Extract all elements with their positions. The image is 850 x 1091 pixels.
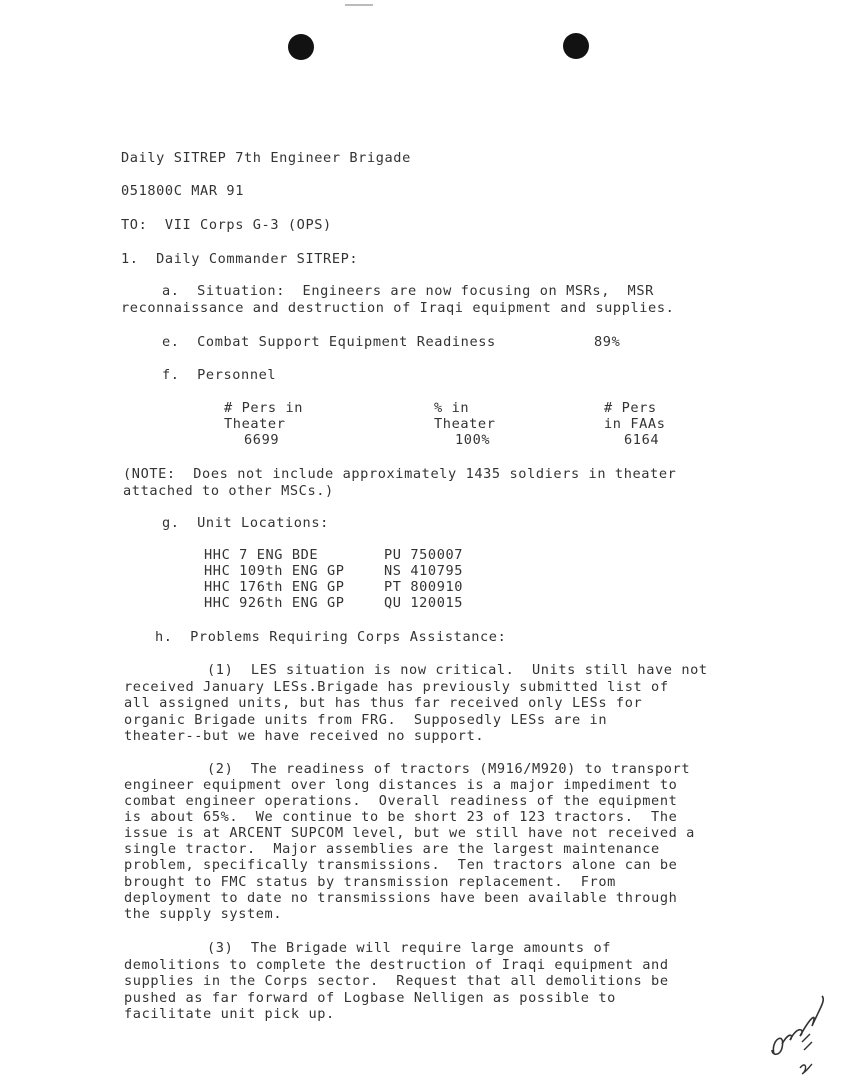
problem-2-line: problem, specifically transmissions. Ten tractors alone can be xyxy=(124,857,678,873)
top-smudge xyxy=(345,4,373,6)
situation-line: a. Situation: Engineers are now focusing on MSRs, MSR xyxy=(162,283,654,299)
problem-2-line: brought to FMC status by transmission replacement. From xyxy=(124,874,616,890)
problem-2-line: is about 65%. We continue to be short 23 of 123 tractors. The xyxy=(124,809,678,825)
problem-2-line: combat engineer operations. Overall readiness of the equipment xyxy=(124,793,678,809)
problem-3-line: supplies in the Corps sector. Request that all demolitions be xyxy=(124,973,669,989)
location-grid: NS 410795 xyxy=(384,563,464,579)
problem-2-line: issue is at ARCENT SUPCOM level, but we still have not received a xyxy=(124,825,695,841)
location-unit: HHC 7 ENG BDE xyxy=(204,547,319,563)
personnel-value: 6164 xyxy=(624,432,660,448)
personnel-col-header: Theater xyxy=(434,416,496,432)
document-title: Daily SITREP 7th Engineer Brigade xyxy=(121,150,411,166)
problem-1-line: theater--but we have received no support. xyxy=(124,728,485,744)
personnel-label: f. Personnel xyxy=(162,367,277,383)
problem-3-line: pushed as far forward of Logbase Nelligen as possible to xyxy=(124,990,616,1006)
location-unit: HHC 109th ENG GP xyxy=(204,563,345,579)
problem-2-line: the supply system. xyxy=(124,906,283,922)
location-grid: QU 120015 xyxy=(384,595,464,611)
problem-2-line: single tractor. Major assemblies are the largest maintenance xyxy=(124,841,660,857)
problems-label: h. Problems Requiring Corps Assistance: xyxy=(155,629,507,645)
punch-hole-right xyxy=(563,33,589,59)
readiness-label: e. Combat Support Equipment Readiness xyxy=(162,334,496,350)
problem-2-line: deployment to date no transmissions have been available through xyxy=(124,890,678,906)
personnel-value: 6699 xyxy=(244,432,280,448)
problem-2-line: (2) The readiness of tractors (M916/M920) to transport xyxy=(207,761,691,777)
personnel-col-header: % in xyxy=(434,400,470,416)
personnel-col-header: # Pers in xyxy=(224,400,304,416)
personnel-note-line: (NOTE: Does not include approximately 1435 soldiers in theater xyxy=(123,466,677,482)
problem-3-line: (3) The Brigade will require large amounts of xyxy=(207,940,612,956)
problem-1-line: (1) LES situation is now critical. Units still have not xyxy=(207,662,708,678)
personnel-note-line: attached to other MSCs.) xyxy=(123,483,334,499)
personnel-col-header: # Pers xyxy=(604,400,657,416)
situation-line: reconnaissance and destruction of Iraqi equipment and supplies. xyxy=(121,300,675,316)
personnel-col-header: in FAAs xyxy=(604,416,666,432)
readiness-value: 89% xyxy=(594,334,621,350)
punch-hole-left xyxy=(288,34,314,60)
problem-3-line: demolitions to complete the destruction of Iraqi equipment and xyxy=(124,957,669,973)
problem-1-line: received January LESs.Brigade has previously submitted list of xyxy=(124,679,669,695)
problem-3-line: facilitate unit pick up. xyxy=(124,1006,335,1022)
problem-2-line: engineer equipment over long distances is a major impediment to xyxy=(124,777,678,793)
personnel-col-header: Theater xyxy=(224,416,286,432)
location-unit: HHC 176th ENG GP xyxy=(204,579,345,595)
section-heading: 1. Daily Commander SITREP: xyxy=(121,251,359,267)
date-time-group: 051800C MAR 91 xyxy=(121,183,244,199)
handwritten-initials xyxy=(760,990,840,1080)
location-grid: PT 800910 xyxy=(384,579,464,595)
personnel-value: 100% xyxy=(455,432,491,448)
location-grid: PU 750007 xyxy=(384,547,464,563)
addressee: TO: VII Corps G-3 (OPS) xyxy=(121,217,332,233)
problem-1-line: all assigned units, but has thus far received only LESs for xyxy=(124,695,643,711)
locations-label: g. Unit Locations: xyxy=(162,515,329,531)
problem-1-line: organic Brigade units from FRG. Supposedly LESs are in xyxy=(124,712,608,728)
location-unit: HHC 926th ENG GP xyxy=(204,595,345,611)
